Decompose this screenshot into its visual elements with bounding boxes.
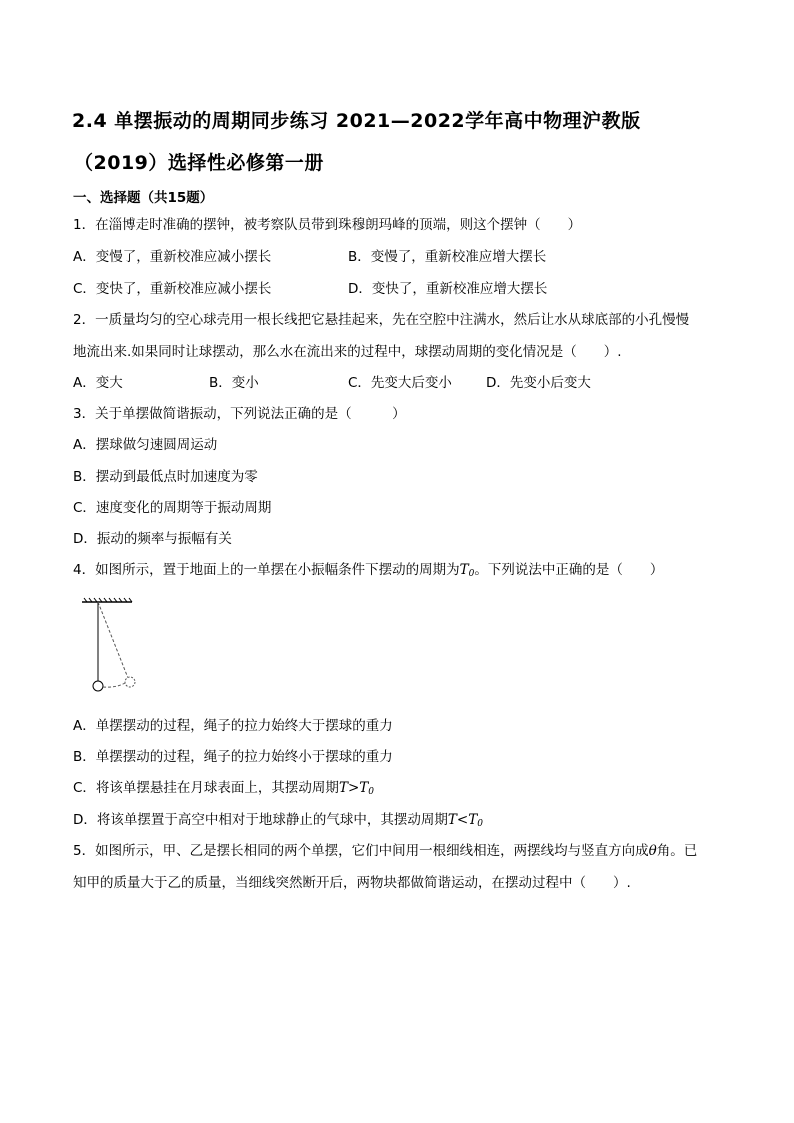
q4-period-symbol: T (459, 562, 469, 578)
q2-option-b: B．变小 (209, 375, 259, 391)
q5-stem-line-1 (73, 842, 697, 860)
q5-stem-pre: 5．如图所示，甲、乙是摆长相同的两个单摆，它们中间用一根细线相连，两摆线均与竖直方向成 (73, 843, 649, 859)
q4-option-d-subscript: 0 (477, 819, 483, 829)
displaced-string (98, 602, 128, 678)
q4-option-d (73, 811, 483, 833)
q4-option-c-relation: T>T (338, 780, 369, 796)
q2-stem-line-2: 地流出来.如果同时让球摆动，那么水在流出来的过程中，球摆动周期的变化情况是（ ）. (73, 344, 622, 360)
q5-theta-symbol: θ (648, 843, 657, 859)
q4-period-subscript: 0 (468, 569, 475, 579)
q4-stem-post: 。下列说法中正确的是（ ） (474, 562, 664, 578)
q4-option-c-subscript: 0 (368, 787, 374, 797)
page-title-line-2: （2019）选择性必修第一册 (74, 152, 324, 174)
pendulum-figure (80, 596, 150, 696)
q3-option-d: D．振动的频率与振幅有关 (73, 531, 232, 547)
q4-option-b: B．单摆摆动的过程，绳子的拉力始终小于摆球的重力 (73, 749, 393, 765)
q4-stem (73, 561, 663, 583)
q2-stem-line-1: 2．一质量均匀的空心球壳用一根长线把它悬挂起来，先在空腔中注满水，然后让水从球底部的小孔慢慢 (73, 312, 690, 328)
q1-stem: 1．在淄博走时准确的摆钟，被考察队员带到珠穆朗玛峰的顶端，则这个摆钟（ ） (73, 217, 582, 233)
q5-stem-post: 角。已 (656, 843, 698, 859)
q1-option-c: C．变快了，重新校准应减小摆长 (73, 281, 272, 297)
q4-stem-pre: 4．如图所示，置于地面上的一单摆在小振幅条件下摆动的周期为 (73, 562, 460, 578)
page-title-line-1: 2.4 单摆振动的周期同步练习 2021—2022学年高中物理沪教版 (72, 110, 641, 132)
q1-option-d: D．变快了，重新校准应增大摆长 (348, 281, 548, 297)
q4-option-d-relation: T<T (447, 812, 478, 828)
q2-option-d: D．先变小后变大 (486, 375, 591, 391)
section-heading: 一、选择题（共15题） (73, 190, 214, 206)
q4-option-a: A．单摆摆动的过程，绳子的拉力始终大于摆球的重力 (73, 718, 393, 734)
q3-stem: 3．关于单摆做简谐振动，下列说法正确的是（ ） (73, 406, 406, 422)
q5-stem-line-2: 知甲的质量大于乙的质量，当细线突然断开后，两物块都做简谐运动，在摆动过程中（ ）. (73, 875, 631, 891)
swing-arc (103, 683, 125, 687)
displaced-bob (125, 677, 135, 687)
q3-option-c: C．速度变化的周期等于振动周期 (73, 500, 272, 516)
q3-option-b: B．摆动到最低点时加速度为零 (73, 469, 258, 485)
pendulum-bob (93, 681, 103, 691)
q2-option-c: C．先变大后变小 (348, 375, 452, 391)
ceiling-support (82, 598, 132, 602)
q4-option-d-text: D．将该单摆置于高空中相对于地球静止的气球中，其摆动周期 (73, 812, 448, 828)
q1-option-a: A．变慢了，重新校准应减小摆长 (73, 249, 272, 265)
q4-option-c-text: C．将该单摆悬挂在月球表面上，其摆动周期 (73, 780, 339, 796)
q4-option-c (73, 779, 374, 801)
q1-option-b: B．变慢了，重新校准应增大摆长 (348, 249, 547, 265)
q3-option-a: A．摆球做匀速圆周运动 (73, 437, 218, 453)
q2-option-a: A．变大 (73, 375, 123, 391)
